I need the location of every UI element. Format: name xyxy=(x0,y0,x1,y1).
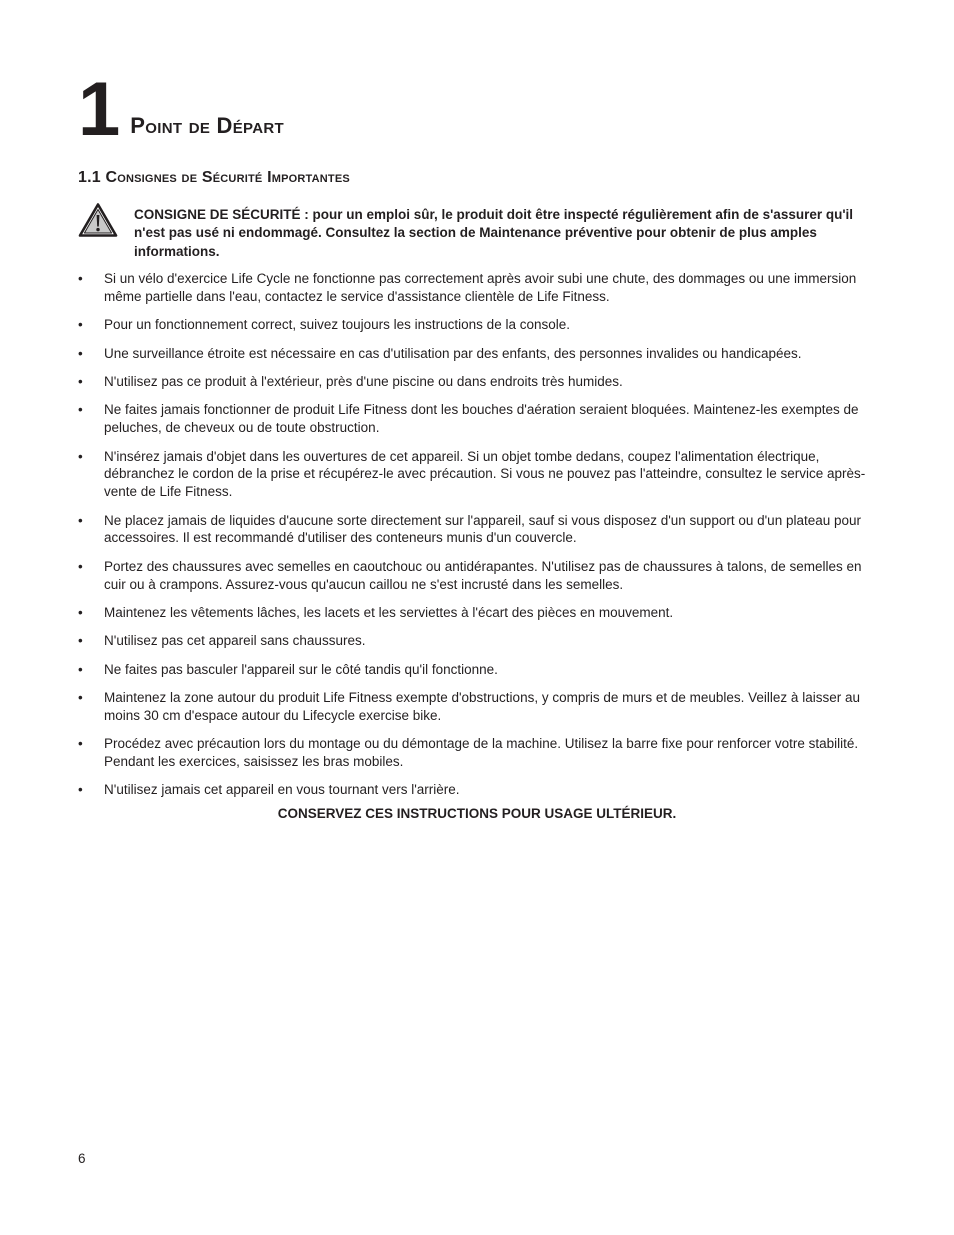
safety-warning-text: CONSIGNE DE SÉCURITÉ : pour un emploi sûr, le produit doit être inspecté régulièrement afin de s'assurer qu'il n'est pas usé ni endommagé. Consultez la section de Maintenance préventive pour obtenir de plus amples informations. xyxy=(134,207,854,259)
list-item xyxy=(78,373,878,391)
list-item xyxy=(78,448,878,501)
bullet-mark: • xyxy=(78,373,83,389)
list-item-text: Ne faites pas basculer l'appareil sur le côté tandis qu'il fonctionne. xyxy=(104,661,498,677)
list-item-text: Pour un fonctionnement correct, suivez toujours les instructions de la console. xyxy=(104,317,570,333)
list-item xyxy=(78,781,878,799)
list-item-text: Ne placez jamais de liquides d'aucune sorte directement sur l'appareil, sauf si vous disposez d'un support ou d'un plateau pour accessoires. Il est recommandé d'utiliser des conteneurs munis d'un couvercle. xyxy=(104,512,862,546)
list-item-text: N'utilisez pas cet appareil sans chaussures. xyxy=(104,633,366,649)
list-item-text: N'insérez jamais d'objet dans les ouvertures de cet appareil. Si un objet tombe dedans, coupez l'alimentation électrique, débranchez le cordon de la prise et récupérez-le avec précaution. Si vous ne pouvez pas l'atteindre, consultez le service après-vente de Life Fitness. xyxy=(104,448,866,500)
list-item-text: Une surveillance étroite est nécessaire en cas d'utilisation par des enfants, des personnes invalides ou handicapées. xyxy=(104,345,802,361)
bullet-mark: • xyxy=(78,345,83,361)
list-item-text: N'utilisez jamais cet appareil en vous tournant vers l'arrière. xyxy=(104,782,460,798)
list-item-text: Procédez avec précaution lors du montage ou du démontage de la machine. Utilisez la barre fixe pour renforcer votre stabilité. Pendant les exercices, saisissez les bras mobiles. xyxy=(104,736,859,770)
list-item-text: N'utilisez pas ce produit à l'extérieur, près d'une piscine ou dans endroits très humides. xyxy=(104,373,623,389)
list-item xyxy=(78,401,878,437)
list-item-text: Si un vélo d'exercice Life Cycle ne fonctionne pas correctement après avoir subi une chute, des dommages ou une immersion même partielle dans l'eau, contactez le service d'assistance clientèle de Life Fitness. xyxy=(104,271,857,304)
list-item xyxy=(78,661,878,679)
bullet-mark: • xyxy=(78,782,83,798)
chapter-heading xyxy=(78,67,284,152)
list-item-text: Maintenez la zone autour du produit Life Fitness exempte d'obstructions, y compris de murs et de meubles. Veillez à laisser au moins 30 cm d'espace autour du Lifecycle exercise bike. xyxy=(104,690,860,723)
bullet-mark: • xyxy=(78,661,83,677)
list-item xyxy=(78,316,878,334)
list-item xyxy=(78,558,878,594)
list-item xyxy=(78,345,878,363)
chapter-number: 1 xyxy=(78,67,119,152)
bullet-mark: • xyxy=(78,736,83,752)
list-item-text: Portez des chaussures avec semelles en caoutchouc ou antidérapantes. N'utilisez pas de chaussures à talons, de semelles en cuir ou à crampons. Assurez-vous qu'aucun caillou ne s'est incrusté dans les semelles. xyxy=(104,558,862,592)
warning-triangle-icon xyxy=(78,202,118,238)
list-item-text: Ne faites jamais fonctionner de produit Life Fitness dont les bouches d'aération seraient bloquées. Maintenez-les exemptes de peluches, de cheveux ou de toute obstruction. xyxy=(104,402,859,436)
bullet-mark: • xyxy=(78,558,83,574)
safety-instructions-list xyxy=(78,270,878,810)
list-item xyxy=(78,604,878,622)
list-item xyxy=(78,270,878,306)
chapter-title: Point de Départ xyxy=(130,113,284,138)
section-title: 1.1 Consignes de Sécurité Importantes xyxy=(78,169,350,186)
bullet-mark: • xyxy=(78,271,83,286)
list-item xyxy=(78,689,878,725)
bullet-mark: • xyxy=(78,512,83,528)
list-item xyxy=(78,512,878,548)
bullet-mark: • xyxy=(78,690,83,706)
bullet-mark: • xyxy=(78,402,83,418)
bullet-mark: • xyxy=(78,448,83,464)
closing-notice: CONSERVEZ CES INSTRUCTIONS POUR USAGE ULTÉRIEUR. xyxy=(277,806,677,821)
bullet-mark: • xyxy=(78,633,83,649)
list-item-text: Maintenez les vêtements lâches, les lacets et les serviettes à l'écart des pièces en mouvement. xyxy=(104,604,674,620)
list-item xyxy=(78,632,878,650)
bullet-mark: • xyxy=(78,317,83,333)
page-number: 6 xyxy=(78,1151,86,1166)
bullet-mark: • xyxy=(78,604,83,620)
list-item xyxy=(78,735,878,771)
